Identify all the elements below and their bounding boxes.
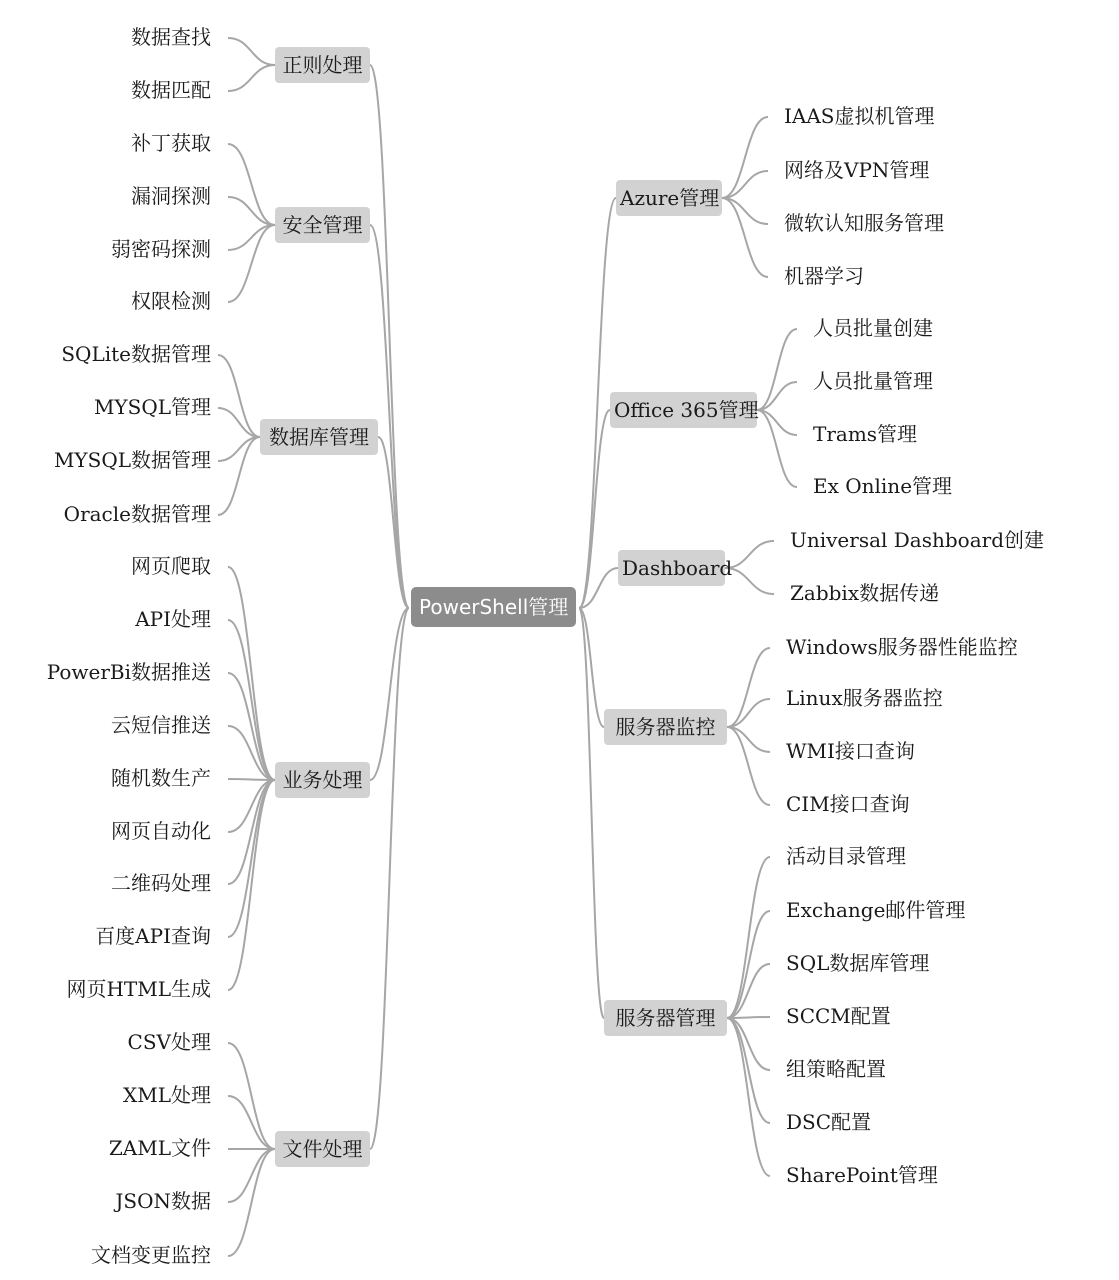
leaf-left-2-3[interactable]: Oracle数据管理 [63,502,211,526]
link-right-4-3 [727,1017,770,1018]
link-root-left-3 [370,608,409,780]
link-left-3-4 [228,779,275,780]
link-right-4-2 [727,964,770,1018]
leaf-right-4-3[interactable]: SCCM配置 [786,1004,891,1028]
leaf-right-4-0[interactable]: 活动目录管理 [786,844,906,868]
leaf-left-1-0[interactable]: 补丁获取 [131,131,211,155]
link-root-left-1 [370,225,409,608]
leaf-left-3-0[interactable]: 网页爬取 [131,554,211,578]
link-right-4-5 [727,1018,770,1123]
leaf-left-3-4[interactable]: 随机数生产 [111,766,211,790]
leaf-left-3-2[interactable]: PowerBi数据推送 [46,660,211,684]
leaf-right-4-6[interactable]: SharePoint管理 [786,1163,938,1187]
leaf-left-3-8[interactable]: 网页HTML生成 [66,977,211,1001]
leaf-left-3-5[interactable]: 网页自动化 [111,819,211,843]
branch-right-2[interactable]: Dashboard [618,550,725,586]
link-left-0-0 [228,38,275,65]
leaf-left-3-6[interactable]: 二维码处理 [111,871,211,895]
leaf-right-3-0[interactable]: Windows服务器性能监控 [786,635,1018,659]
leaf-right-4-4[interactable]: 组策略配置 [786,1057,886,1081]
branch-right-1[interactable]: Office 365管理 [610,392,757,428]
leaf-right-3-3[interactable]: CIM接口查询 [786,792,910,816]
leaf-left-4-3[interactable]: JSON数据 [115,1189,211,1213]
leaf-right-4-1[interactable]: Exchange邮件管理 [786,898,966,922]
link-left-4-4 [228,1149,275,1256]
leaf-left-1-3[interactable]: 权限检测 [131,289,211,313]
leaf-left-0-0[interactable]: 数据查找 [131,25,211,49]
leaf-right-0-2[interactable]: 微软认知服务管理 [784,211,944,235]
link-right-4-0 [727,857,770,1018]
root-node[interactable]: PowerShell管理 [411,587,576,627]
branch-right-4[interactable]: 服务器管理 [604,1000,727,1036]
branch-right-0[interactable]: Azure管理 [616,180,722,216]
link-right-2-1 [725,568,774,594]
leaf-right-3-2[interactable]: WMI接口查询 [786,739,915,763]
link-left-3-1 [228,620,275,780]
leaf-left-2-0[interactable]: SQLite数据管理 [61,342,211,366]
leaf-left-3-1[interactable]: API处理 [135,607,211,631]
leaf-left-4-0[interactable]: CSV处理 [127,1030,211,1054]
leaf-right-3-1[interactable]: Linux服务器监控 [786,686,943,710]
leaf-left-1-1[interactable]: 漏洞探测 [131,184,211,208]
link-left-3-8 [228,780,275,990]
leaf-left-2-2[interactable]: MYSQL数据管理 [53,448,211,472]
link-left-3-6 [228,780,275,884]
branch-right-3[interactable]: 服务器监控 [604,709,727,745]
branch-left-3[interactable]: 业务处理 [275,762,370,798]
link-left-2-0 [218,355,260,437]
link-left-3-0 [228,567,275,780]
leaf-right-1-3[interactable]: Ex Online管理 [813,474,953,498]
link-root-left-0 [370,65,409,608]
leaf-right-0-0[interactable]: IAAS虚拟机管理 [784,104,935,128]
link-left-2-1 [218,408,260,437]
link-right-4-4 [727,1018,770,1070]
leaf-left-3-7[interactable]: 百度API查询 [95,924,211,948]
leaf-right-0-3[interactable]: 机器学习 [784,264,864,288]
branch-left-1[interactable]: 安全管理 [275,207,370,243]
leaf-left-0-1[interactable]: 数据匹配 [131,78,211,102]
link-left-3-2 [228,673,275,780]
leaf-right-0-1[interactable]: 网络及VPN管理 [784,158,930,182]
leaf-right-1-2[interactable]: Trams管理 [813,422,918,446]
leaf-right-2-1[interactable]: Zabbix数据传递 [790,581,940,605]
leaf-right-4-5[interactable]: DSC配置 [786,1110,872,1134]
link-left-1-0 [228,144,275,225]
leaf-right-4-2[interactable]: SQL数据库管理 [786,951,930,975]
link-left-3-7 [228,780,275,937]
leaf-right-1-1[interactable]: 人员批量管理 [813,369,933,393]
branch-left-0[interactable]: 正则处理 [275,47,370,83]
link-root-right-1 [579,410,610,608]
link-left-0-1 [228,65,275,91]
link-left-4-3 [228,1149,275,1202]
link-right-3-1 [727,699,770,727]
link-left-4-0 [228,1043,275,1149]
link-left-4-1 [228,1096,275,1149]
link-right-3-0 [727,648,770,727]
leaf-right-2-0[interactable]: Universal Dashboard创建 [790,528,1045,552]
link-right-4-1 [727,911,770,1018]
leaf-left-4-1[interactable]: XML处理 [123,1083,211,1107]
leaf-left-3-3[interactable]: 云短信推送 [111,713,211,737]
leaf-left-4-4[interactable]: 文档变更监控 [91,1243,211,1267]
link-right-2-0 [725,541,774,568]
link-left-1-1 [228,197,275,225]
link-right-1-0 [757,329,797,410]
leaf-left-4-2[interactable]: ZAML文件 [108,1136,211,1160]
leaf-left-2-1[interactable]: MYSQL管理 [93,395,211,419]
branch-left-2[interactable]: 数据库管理 [260,419,378,455]
leaf-left-1-2[interactable]: 弱密码探测 [111,237,211,261]
branch-left-4[interactable]: 文件处理 [275,1131,370,1167]
leaf-right-1-0[interactable]: 人员批量创建 [813,316,933,340]
